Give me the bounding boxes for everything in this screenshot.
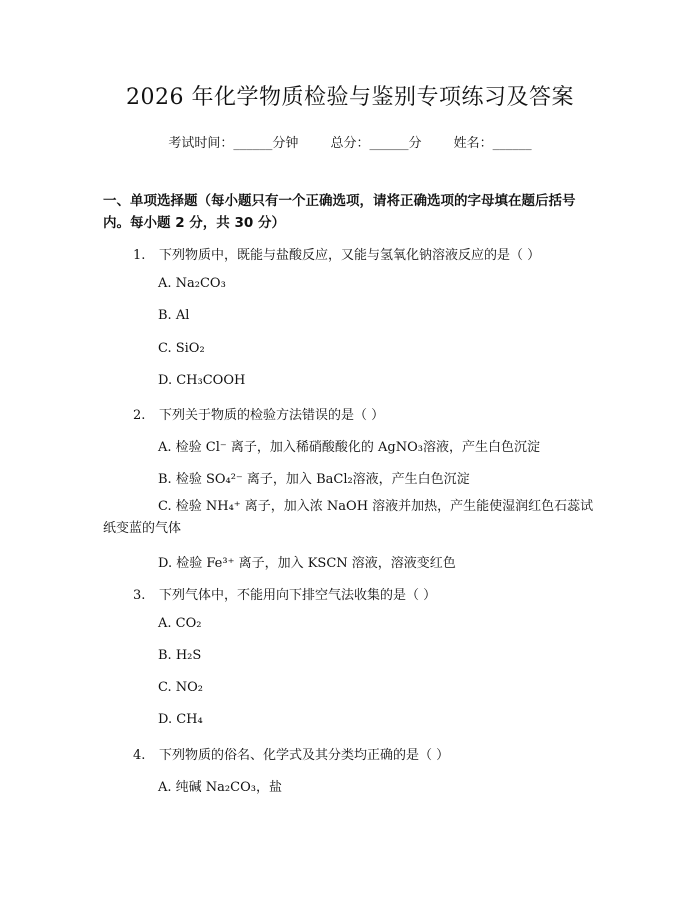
option-1c: C. SiO₂ [158,341,205,356]
option-2a: A. 检验 Cl⁻ 离子，加入稀硝酸酸化的 AgNO₃溶液，产生白色沉淀 [158,440,540,455]
option-3d: D. CH₄ [158,712,203,727]
option-2b: B. 检验 SO₄²⁻ 离子，加入 BaCl₂溶液，产生白色沉淀 [158,472,470,487]
option-2c: C. 检验 NH₄⁺ 离子，加入浓 NaOH 溶液并加热，产生能使湿润红色石蕊试纸变蓝的气体 [103,499,594,536]
option-1b: B. Al [158,308,190,323]
question-2 [133,404,384,423]
question-4 [133,744,449,763]
option-4a: A. 纯碱 Na₂CO₃，盐 [158,780,282,795]
option-3c: C. NO₂ [158,680,203,695]
total-score: 总分：______分 [330,136,422,151]
question-stem: 下列物质中，既能与盐酸反应，又能与氢氧化钠溶液反应的是（ ） [159,248,541,263]
exam-time: 考试时间：______分钟 [168,136,299,151]
question-stem: 下列气体中，不能用向下排空气法收集的是（ ） [159,588,437,603]
option-3a: A. CO₂ [158,616,202,631]
question-3 [133,584,436,603]
question-number: 2. [133,408,146,423]
question-number: 3. [133,588,146,603]
question-stem: 下列关于物质的检验方法错误的是（ ） [159,408,385,423]
exam-meta [0,132,700,151]
option-3b: B. H₂S [158,648,202,663]
option-2d: D. 检验 Fe³⁺ 离子，加入 KSCN 溶液，溶液变红色 [158,556,456,571]
page-title: 2026 年化学物质检验与鉴别专项练习及答案 [126,85,574,110]
question-stem: 下列物质的俗名、化学式及其分类均正确的是（ ） [159,748,450,763]
question-number: 1. [133,248,146,263]
question-1 [133,244,540,263]
student-name: 姓名：______ [453,136,532,151]
question-number: 4. [133,748,146,763]
section-heading: 一、单项选择题（每小题只有一个正确选项，请将正确选项的字母填在题后括号内。每小题 2 分，共 30 分） [103,193,576,231]
option-1d: D. CH₃COOH [158,373,246,388]
option-1a: A. Na₂CO₃ [158,276,226,291]
